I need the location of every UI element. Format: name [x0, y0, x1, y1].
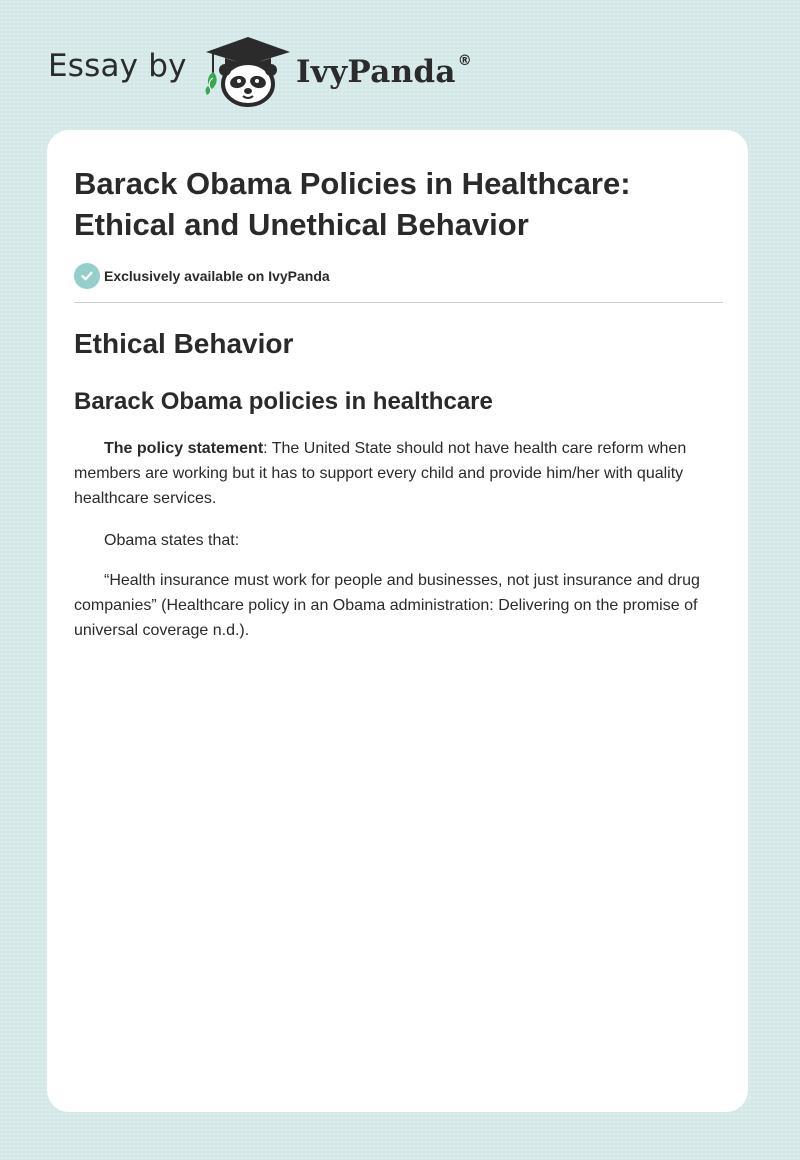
subsection-heading: Barack Obama policies in healthcare	[74, 388, 493, 415]
header	[48, 34, 648, 108]
registered-mark: ®	[457, 52, 473, 69]
panda-graduate-icon[interactable]	[203, 34, 293, 108]
divider	[74, 302, 723, 303]
policy-statement-text: : The United State should not have health care reform when members are working but it has to support every child and provide him/her with quality healthcare services.	[74, 440, 687, 507]
page-title	[74, 163, 714, 245]
essay-card	[47, 130, 748, 1112]
obama-states-paragraph: Obama states that:	[104, 532, 240, 549]
title-line-1: Barack Obama Policies in Healthcare:	[74, 166, 631, 201]
brand-name[interactable]: IvyPanda ®	[296, 52, 473, 90]
quote-paragraph: “Health insurance must work for people and businesses, not just insurance and drug companies” (Healthcare policy in an Obama administration: Delivering on the promise of universal coverage n.d.).	[74, 572, 700, 639]
badge-text: Exclusively available on IvyPanda	[104, 268, 330, 284]
policy-statement-paragraph	[74, 436, 724, 511]
section-heading: Ethical Behavior	[74, 328, 294, 359]
policy-statement-label: The policy statement	[104, 440, 264, 457]
exclusive-badge	[74, 263, 330, 289]
title-line-2: Ethical and Unethical Behavior	[74, 207, 529, 242]
essay-by-label: Essay by	[48, 48, 187, 84]
check-circle-icon	[74, 263, 100, 289]
